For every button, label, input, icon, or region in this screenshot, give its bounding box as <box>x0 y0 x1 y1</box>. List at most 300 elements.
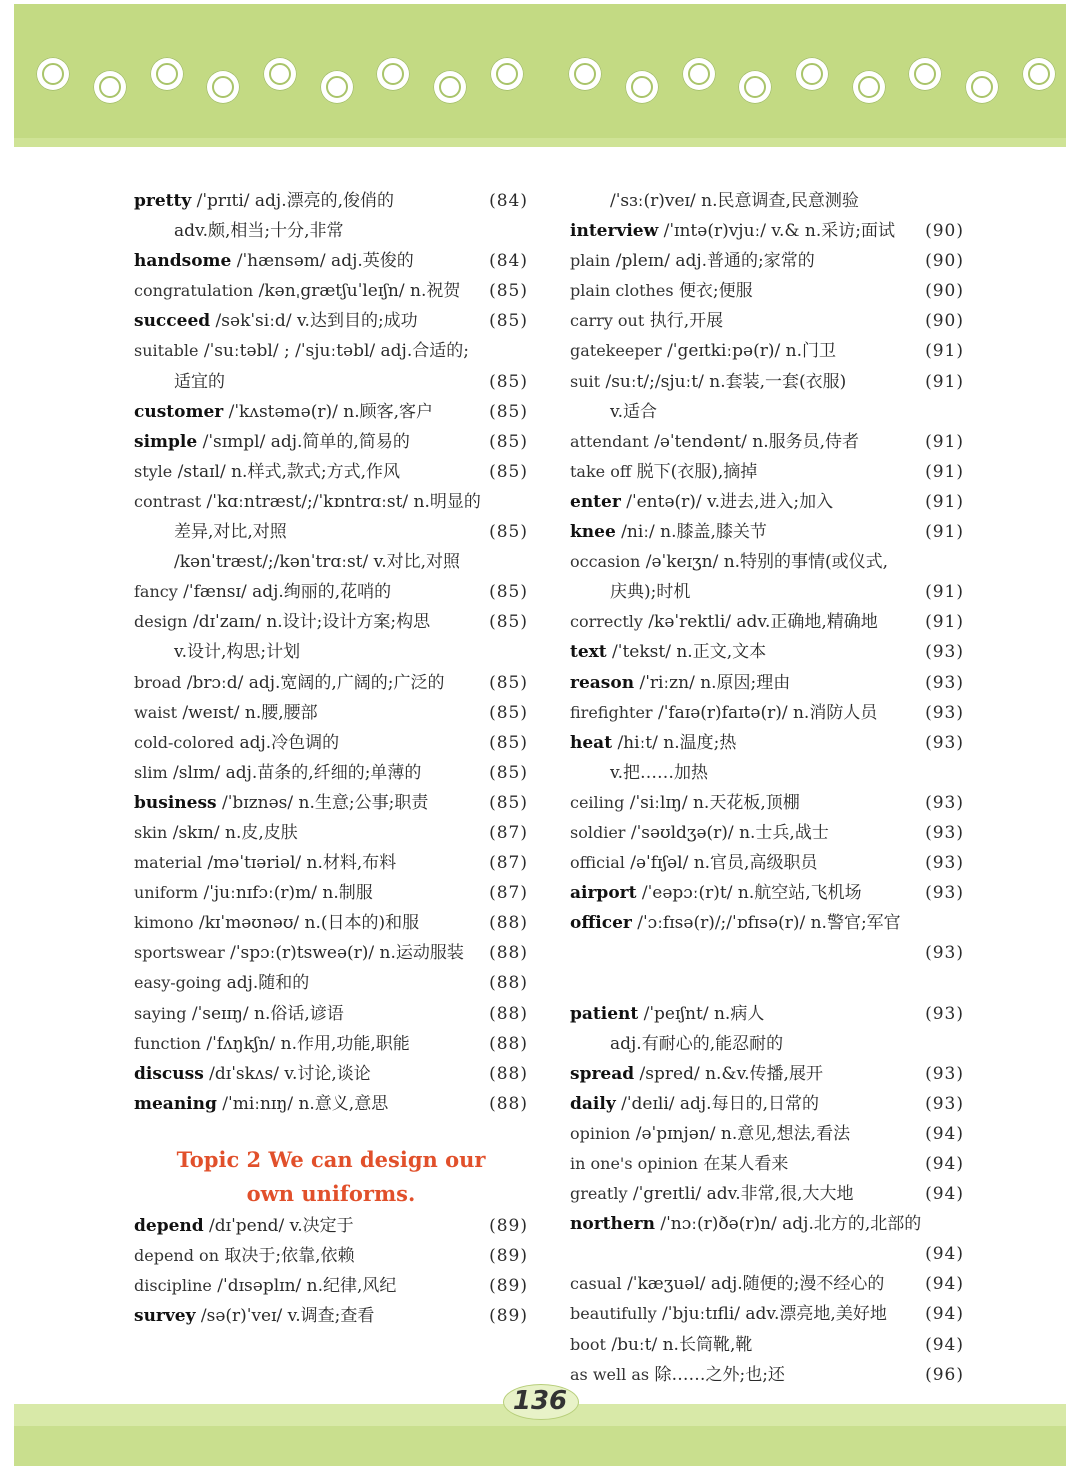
definition: /əˈfɪʃəl/ n.官员,高级职员 <box>624 853 818 874</box>
headword: opinion <box>570 1123 631 1143</box>
ring-icon <box>738 70 772 104</box>
page-ref: (90) <box>925 221 964 242</box>
page-ref: (88) <box>489 1093 528 1114</box>
headword: simple <box>134 431 198 452</box>
page-ref: (85) <box>489 401 528 422</box>
headword: function <box>134 1033 201 1053</box>
vocab-entry <box>570 1299 964 1329</box>
page-ref: (94) <box>925 1334 964 1355</box>
headword: northern <box>570 1214 655 1235</box>
vocab-entry <box>134 547 528 577</box>
page-ref: (93) <box>925 822 964 843</box>
page-number-badge <box>503 1380 581 1422</box>
page-ref: (85) <box>489 672 528 693</box>
headword: uniform <box>134 883 199 903</box>
entry-text <box>570 1179 853 1209</box>
vocab-entry <box>570 1360 964 1390</box>
definition: 差异,对比,对照 <box>174 522 287 543</box>
vocab-list-left-after <box>134 1211 528 1331</box>
vocab-entry <box>134 427 528 457</box>
entry-text <box>570 908 901 938</box>
vocab-entry <box>134 848 528 878</box>
entry-text <box>134 336 469 366</box>
definition: /ˈnɔː(r)ðə(r)n/ adj.北方的,北部的 <box>655 1214 922 1235</box>
entry-text <box>134 938 464 968</box>
ring-icon <box>150 57 184 91</box>
headword: waist <box>134 702 177 722</box>
page-ref: (93) <box>925 883 964 904</box>
vocab-entry <box>570 878 964 908</box>
entry-text <box>570 1089 819 1119</box>
entry-text <box>134 758 421 788</box>
page-ref: (93) <box>925 1093 964 1114</box>
entry-text <box>570 216 895 246</box>
vocab-entry <box>570 457 964 487</box>
ring-icon <box>263 57 297 91</box>
entry-text <box>134 1241 355 1271</box>
definition: /əˈtendənt/ n.服务员,侍者 <box>648 431 860 452</box>
vocab-entry <box>134 517 528 547</box>
headword: style <box>134 461 173 481</box>
vocab-entry <box>570 1330 964 1360</box>
page-ref: (90) <box>925 281 964 302</box>
page-ref: (91) <box>925 371 964 392</box>
page-ref: (96) <box>925 1364 964 1385</box>
vocab-entry <box>134 367 528 397</box>
page-ref: (89) <box>489 1276 528 1297</box>
entry-text <box>570 1299 887 1329</box>
headword: saying <box>134 1003 187 1023</box>
decorative-rings <box>36 52 1066 112</box>
page-ref: (93) <box>925 702 964 723</box>
entry-text <box>134 607 430 637</box>
definition: /suːt/;/sjuːt/ n.套装,一套(衣服) <box>600 371 847 392</box>
definition: 在某人看来 <box>697 1154 789 1174</box>
entry-text <box>570 1209 921 1239</box>
definition: adj.随和的 <box>221 973 310 994</box>
page-ref: (91) <box>925 431 964 452</box>
vocab-entry <box>134 1059 528 1089</box>
page-ref: (89) <box>489 1215 528 1236</box>
vocab-entry <box>570 276 964 306</box>
entry-text <box>570 1330 752 1360</box>
vocab-entry <box>570 788 964 818</box>
vocab-entry <box>570 758 964 788</box>
headword: discipline <box>134 1276 212 1296</box>
entry-text <box>134 457 400 487</box>
definition: /ˈsiːlɪŋ/ n.天花板,顶棚 <box>624 792 800 813</box>
definition: /ˈjuːnɪfɔː(r)m/ n.制服 <box>198 883 373 904</box>
ring-icon <box>93 70 127 104</box>
entry-text <box>570 306 723 336</box>
entry-text <box>570 276 753 306</box>
vocab-entry <box>134 728 528 758</box>
definition: /weɪst/ n.腰,腰部 <box>177 702 318 723</box>
page-ref: (88) <box>489 1063 528 1084</box>
vocab-entry <box>134 1089 528 1119</box>
headword: attendant <box>570 431 649 451</box>
page-ref: (88) <box>489 1033 528 1054</box>
entry-text <box>570 1119 850 1149</box>
headword: interview <box>570 221 659 242</box>
definition: /ˈɪntə(r)vjuː/ v.& n.采访;面试 <box>658 221 895 242</box>
definition: /səkˈsiːd/ v.达到目的;成功 <box>210 311 418 332</box>
definition: /ˈpeɪʃnt/ n.病人 <box>638 1003 765 1024</box>
vocab-entry <box>570 487 964 517</box>
entry-text <box>174 547 460 577</box>
definition: 除……之外;也;还 <box>649 1364 785 1385</box>
page-ref: (93) <box>925 943 964 964</box>
entry-text <box>570 668 790 698</box>
headword: sportswear <box>134 943 225 963</box>
entry-text <box>570 698 877 728</box>
ring-icon <box>625 70 659 104</box>
definition: /ˈkæʒuəl/ adj.随便的;漫不经心的 <box>621 1274 885 1295</box>
page-ref: (87) <box>489 853 528 874</box>
definition: /ˈsɪmpl/ adj.简单的,简易的 <box>197 431 410 452</box>
page-ref: (85) <box>489 371 528 392</box>
entry-text <box>134 698 318 728</box>
definition: v.适合 <box>610 401 657 422</box>
ring-icon <box>376 57 410 91</box>
vocab-entry <box>134 698 528 728</box>
definition: adj.冷色调的 <box>234 732 340 753</box>
entry-text <box>134 668 445 698</box>
vocab-entry <box>134 607 528 637</box>
headword: fancy <box>134 582 178 602</box>
ring-icon <box>433 70 467 104</box>
entry-text <box>570 1059 823 1089</box>
vocab-list-left <box>134 186 528 1119</box>
vocab-entry <box>570 848 964 878</box>
headword: soldier <box>570 822 626 842</box>
definition: /staɪl/ n.样式,款式;方式,作风 <box>172 461 400 482</box>
entry-text <box>570 517 767 547</box>
entry-text <box>134 577 391 607</box>
entry-text <box>134 1029 410 1059</box>
definition: 适宜的 <box>174 371 225 392</box>
entry-text <box>610 1029 783 1059</box>
headword: official <box>570 853 625 873</box>
entry-text <box>570 367 846 397</box>
topic-heading-line1: Topic 2 We can design our <box>176 1146 486 1172</box>
ring-icon <box>36 57 70 91</box>
definition: /ˈfænsɪ/ adj.绚丽的,花哨的 <box>177 582 392 603</box>
page-ref: (93) <box>925 732 964 753</box>
vocab-entry <box>570 1209 964 1239</box>
definition: /ˈɔːfɪsə(r)/;/ˈɒfɪsə(r)/ n.警官;军官 <box>631 913 901 934</box>
entry-text <box>570 336 836 366</box>
ring-icon <box>795 57 829 91</box>
page-ref: (84) <box>489 251 528 272</box>
headword: officer <box>570 913 632 934</box>
definition: /ˈmiːnɪŋ/ n.意义,意思 <box>216 1093 389 1114</box>
headword: airport <box>570 883 637 904</box>
page-ref: (94) <box>925 1184 964 1205</box>
page-ref: (88) <box>489 1003 528 1024</box>
spacer <box>570 968 964 998</box>
page-ref: (88) <box>489 973 528 994</box>
definition: adv.颇,相当;十分,非常 <box>174 221 344 242</box>
page-ref: (94) <box>925 1274 964 1295</box>
headword: knee <box>570 522 616 543</box>
page-ref: (85) <box>489 582 528 603</box>
definition: /əˈpɪnjən/ n.意见,想法,看法 <box>630 1123 851 1144</box>
definition: /slɪm/ adj.苗条的,纤细的;单薄的 <box>167 762 422 783</box>
vocab-entry <box>134 878 528 908</box>
definition: /ˈtekst/ n.正文,文本 <box>606 642 767 663</box>
page-ref: (90) <box>925 251 964 272</box>
definition: 脱下(衣服),摘掉 <box>631 461 758 482</box>
vocab-entry <box>570 186 964 216</box>
headword: kimono <box>134 913 194 933</box>
headword: easy-going <box>134 973 222 993</box>
entry-text <box>174 216 344 246</box>
headword: beautifully <box>570 1304 657 1324</box>
definition: adj.有耐心的,能忍耐的 <box>610 1033 784 1054</box>
definition: /ˈprɪti/ adj.漂亮的,俊俏的 <box>191 191 394 211</box>
vocab-entry <box>570 367 964 397</box>
definition: /ˈgeɪtkiːpə(r)/ n.门卫 <box>661 341 836 362</box>
definition: v.把……加热 <box>610 762 708 783</box>
definition: /məˈtɪəriəl/ n.材料,布料 <box>202 853 397 874</box>
vocab-entry <box>570 547 964 577</box>
headword: carry out <box>570 311 645 331</box>
vocab-entry <box>570 938 964 968</box>
page-ref: (85) <box>489 522 528 543</box>
entry-text <box>134 397 433 427</box>
entry-text <box>134 1211 354 1241</box>
page-ref: (85) <box>489 612 528 633</box>
page-ref: (93) <box>925 642 964 663</box>
vocab-entry <box>134 577 528 607</box>
vocab-entry <box>570 336 964 366</box>
vocab-entry <box>134 276 528 306</box>
page-ref: (85) <box>489 702 528 723</box>
definition: v.设计,构思;计划 <box>174 642 301 663</box>
page-ref: (88) <box>489 943 528 964</box>
definition: /dɪˈskʌs/ v.讨论,谈论 <box>203 1063 371 1084</box>
entry-text <box>570 848 817 878</box>
definition: 庆典);时机 <box>610 582 691 603</box>
vocab-entry <box>134 668 528 698</box>
headword: take off <box>570 461 632 481</box>
entry-text <box>570 728 736 758</box>
vocab-entry <box>134 336 528 366</box>
entry-text <box>134 1271 396 1301</box>
vocab-entry <box>570 397 964 427</box>
vocab-entry <box>134 216 528 246</box>
page-ref: (91) <box>925 491 964 512</box>
headword: plain <box>570 251 611 271</box>
entry-text <box>174 637 300 667</box>
vocab-entry <box>134 1241 528 1271</box>
headword: depend <box>134 1215 204 1236</box>
ring-icon <box>568 57 602 91</box>
definition: /ˈbɪznəs/ n.生意;公事;职责 <box>216 792 429 813</box>
page-ref: (84) <box>489 191 528 211</box>
headword: customer <box>134 401 224 422</box>
headword: meaning <box>134 1093 217 1114</box>
entry-text <box>570 607 878 637</box>
entry-text <box>134 246 414 276</box>
page-ref: (94) <box>925 1123 964 1144</box>
entry-text <box>134 908 419 938</box>
vocab-entry <box>570 1059 964 1089</box>
entry-text <box>570 487 833 517</box>
headword: greatly <box>570 1184 628 1204</box>
headword: plain clothes <box>570 281 674 301</box>
definition: /buːt/ n.长筒靴,靴 <box>605 1334 753 1355</box>
definition: /ˈentə(r)/ v.进去,进入;加入 <box>620 491 834 512</box>
vocab-entry <box>570 1269 964 1299</box>
header-band <box>14 4 1066 147</box>
entry-text <box>570 246 815 276</box>
page-ref: (91) <box>925 341 964 362</box>
definition: /ˈhænsəm/ adj.英俊的 <box>231 251 414 272</box>
right-column <box>570 186 964 1390</box>
entry-text <box>134 1059 371 1089</box>
entry-text <box>134 1301 374 1331</box>
vocab-entry <box>570 908 964 938</box>
left-column <box>134 186 528 1331</box>
definition: /ˈseɪɪŋ/ n.俗话,谚语 <box>186 1003 344 1024</box>
entry-text <box>174 367 225 397</box>
vocab-entry <box>570 577 964 607</box>
vocab-entry <box>134 968 528 998</box>
definition: /dɪˈpend/ v.决定于 <box>203 1215 354 1236</box>
headword: as well as <box>570 1364 650 1384</box>
vocab-entry <box>134 758 528 788</box>
definition: 取决于;依靠,依赖 <box>219 1246 355 1266</box>
headword: pretty <box>134 191 192 211</box>
ring-icon <box>1022 57 1056 91</box>
page-ref: (87) <box>489 883 528 904</box>
page-ref: (85) <box>489 311 528 332</box>
entry-text <box>570 547 888 577</box>
definition: /ˈfaɪə(r)faɪtə(r)/ n.消防人员 <box>652 702 878 723</box>
vocab-entry <box>570 637 964 667</box>
definition: /ˈeəpɔː(r)t/ n.航空站,飞机场 <box>636 883 862 904</box>
page-ref: (94) <box>925 1154 964 1174</box>
vocab-entry <box>570 1029 964 1059</box>
definition: /ˈriːzn/ n.原因;理由 <box>634 672 791 693</box>
entry-text <box>134 487 481 517</box>
entry-text <box>570 1149 788 1179</box>
vocab-entry <box>134 938 528 968</box>
vocab-entry <box>570 999 964 1029</box>
ring-icon <box>908 57 942 91</box>
entry-text <box>134 999 344 1029</box>
headword: ceiling <box>570 792 625 812</box>
headword: in one's opinion <box>570 1154 698 1173</box>
vocab-entry <box>570 668 964 698</box>
page-ref: (91) <box>925 461 964 482</box>
vocab-entry <box>570 1179 964 1209</box>
definition: /kɪˈməʊnəʊ/ n.(日本的)和服 <box>193 913 420 934</box>
definition: /ˈkʌstəmə(r)/ n.顾客,客户 <box>223 401 434 422</box>
headword: material <box>134 853 203 873</box>
definition: /ˈsɜː(r)veɪ/ n.民意调查,民意测验 <box>610 191 859 211</box>
ring-icon <box>490 57 524 91</box>
vocab-entry <box>570 306 964 336</box>
headword: cold-colored <box>134 732 235 752</box>
page-ref: (89) <box>489 1246 528 1266</box>
headword: firefighter <box>570 702 653 722</box>
vocab-entry <box>570 607 964 637</box>
page-ref: (94) <box>925 1244 964 1265</box>
page-number: 136 <box>512 1386 568 1416</box>
definition: /ˈsuːtəbl/ ; /ˈsjuːtəbl/ adj.合适的; <box>198 341 469 362</box>
definition: 便衣;便服 <box>673 281 753 302</box>
vocab-entry <box>570 1119 964 1149</box>
entry-text <box>610 186 859 216</box>
headword: reason <box>570 672 635 693</box>
headword: gatekeeper <box>570 341 662 361</box>
page-ref: (89) <box>489 1306 528 1327</box>
definition: /kəˈrektli/ adv.正确地,精确地 <box>642 612 878 633</box>
headword: boot <box>570 1334 606 1354</box>
entry-text <box>570 1360 785 1390</box>
page-ref: (93) <box>925 853 964 874</box>
vocab-entry <box>570 818 964 848</box>
vocab-entry <box>570 216 964 246</box>
headword: suitable <box>134 341 199 361</box>
entry-text <box>570 999 764 1029</box>
page-ref: (85) <box>489 461 528 482</box>
headword: daily <box>570 1093 616 1114</box>
definition: /ˈkɑːntræst/;/ˈkɒntrɑːst/ n.明显的 <box>201 491 481 512</box>
entry-text <box>570 878 862 908</box>
headword: succeed <box>134 311 211 332</box>
page-ref: (91) <box>925 582 964 603</box>
entry-text <box>134 968 309 998</box>
vocab-entry <box>570 517 964 547</box>
ring-icon <box>965 70 999 104</box>
ring-icon <box>682 57 716 91</box>
vocab-entry <box>134 788 528 818</box>
entry-text <box>570 788 800 818</box>
definition: /kənˈtræst/;/kənˈtrɑːst/ v.对比,对照 <box>174 552 461 573</box>
vocab-entry <box>570 246 964 276</box>
headword: correctly <box>570 612 643 632</box>
headword: patient <box>570 1003 639 1024</box>
vocab-entry <box>134 908 528 938</box>
page-ref: (88) <box>489 913 528 934</box>
headword: broad <box>134 672 182 692</box>
headword: text <box>570 642 607 663</box>
entry-text <box>134 276 460 306</box>
definition: /pleɪn/ adj.普通的;家常的 <box>610 251 815 272</box>
definition: /ˈsəʊldʒə(r)/ n.士兵,战士 <box>625 822 829 843</box>
vocab-entry <box>134 1211 528 1241</box>
definition: /niː/ n.膝盖,膝关节 <box>615 522 767 543</box>
ring-icon <box>206 70 240 104</box>
headword: suit <box>570 371 601 391</box>
vocab-entry <box>134 186 528 216</box>
entry-text <box>570 818 829 848</box>
headword: depend on <box>134 1246 219 1265</box>
page-ref: (85) <box>489 792 528 813</box>
headword: survey <box>134 1306 196 1327</box>
page-ref: (90) <box>925 311 964 332</box>
headword: design <box>134 612 188 632</box>
entry-text <box>134 728 339 758</box>
vocab-entry <box>134 637 528 667</box>
entry-text <box>174 517 287 547</box>
page-ref: (93) <box>925 672 964 693</box>
page-ref: (93) <box>925 792 964 813</box>
